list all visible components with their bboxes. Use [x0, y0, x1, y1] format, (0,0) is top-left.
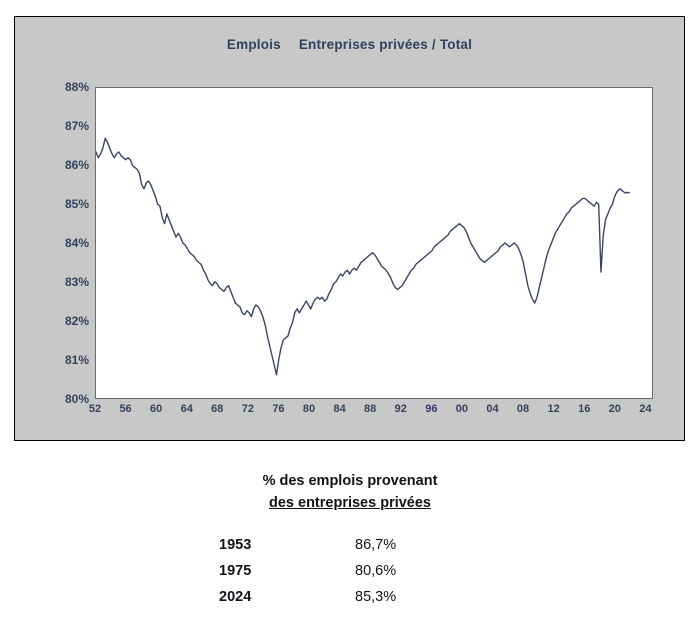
x-axis-tick: 72	[241, 403, 254, 415]
x-axis-tick: 56	[119, 403, 132, 415]
x-axis-tick: 64	[180, 403, 193, 415]
y-axis-tick: 84%	[64, 236, 89, 250]
chart-title-right: Entreprises privées / Total	[298, 37, 473, 52]
series-line	[96, 138, 629, 374]
y-axis-tick: 86%	[64, 158, 89, 172]
summary-title-line1: % des emplois provenant	[262, 473, 438, 489]
x-axis-labels	[88, 403, 653, 423]
y-axis-tick: 81%	[64, 353, 89, 367]
summary-section	[0, 470, 700, 610]
x-axis-tick: 96	[425, 403, 438, 415]
x-axis-tick: 08	[516, 403, 530, 415]
x-axis-tick: 68	[211, 403, 224, 415]
x-axis-tick: 04	[486, 403, 499, 415]
x-axis-tick: 16	[578, 403, 591, 415]
chart-panel	[14, 16, 685, 441]
x-axis-tick: 76	[272, 403, 285, 415]
line-chart-svg	[96, 88, 652, 398]
y-axis-tick: 85%	[64, 197, 89, 211]
x-axis-tick: 00	[455, 403, 469, 415]
row-value: 80,6%	[355, 563, 397, 579]
summary-title-line2: des entreprises privées	[268, 495, 431, 511]
x-axis-tick: 20	[608, 403, 621, 415]
x-axis-tick: 80	[302, 403, 316, 415]
y-axis-tick: 82%	[64, 314, 89, 328]
row-year: 1975	[219, 563, 252, 579]
row-year: 1953	[219, 537, 252, 553]
y-axis-tick: 88%	[64, 80, 89, 94]
y-axis-tick: 80%	[64, 392, 89, 406]
x-axis-tick: 52	[88, 403, 102, 415]
row-year: 2024	[219, 589, 252, 605]
x-axis-tick: 12	[547, 403, 560, 415]
table-row	[215, 558, 485, 584]
y-axis-tick: 83%	[64, 275, 89, 289]
x-axis-tick: 24	[639, 403, 652, 415]
plot-area	[95, 87, 653, 399]
table-row	[215, 584, 485, 610]
row-value: 85,3%	[355, 589, 397, 605]
chart-title	[15, 37, 684, 52]
y-axis-labels	[41, 80, 89, 406]
y-axis-tick: 87%	[64, 119, 89, 133]
x-axis-tick: 60	[150, 403, 163, 415]
chart-title-left: Emplois	[226, 37, 281, 52]
summary-table	[215, 532, 485, 610]
table-row	[215, 532, 485, 558]
summary-title	[0, 470, 700, 514]
row-value: 86,7%	[355, 537, 397, 553]
x-axis-tick: 88	[364, 403, 377, 415]
x-axis-tick: 92	[394, 403, 407, 415]
x-axis-tick: 84	[333, 403, 346, 415]
